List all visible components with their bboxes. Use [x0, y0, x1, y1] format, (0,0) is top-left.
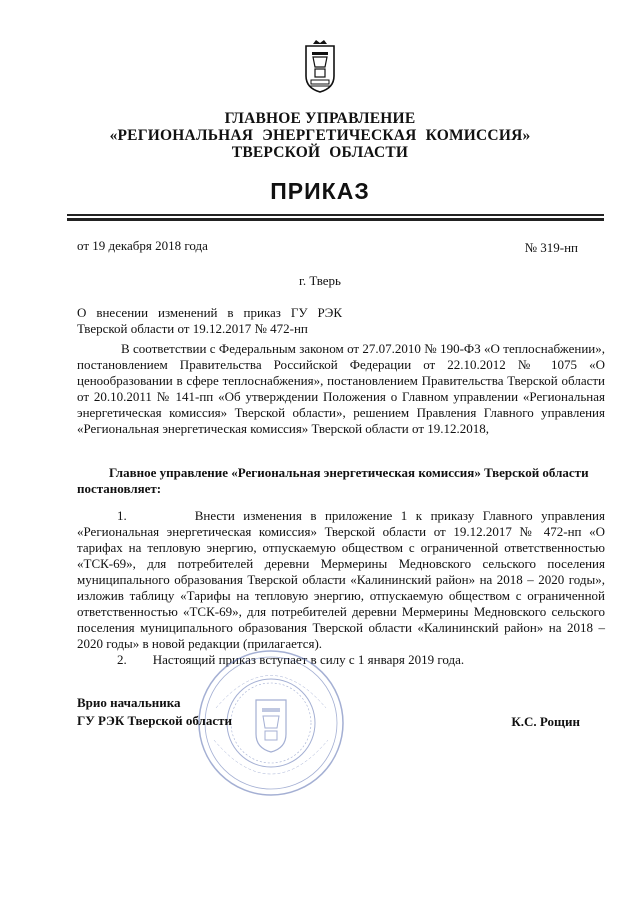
signatory-position [77, 694, 232, 730]
decree-authority: Главное управление «Региональная энергетическая комиссия» Тверской области [109, 465, 589, 480]
order-city: г. Тверь [299, 273, 341, 288]
order-items [77, 508, 605, 668]
coat-of-arms-icon [303, 40, 337, 94]
order-item-text: Настоящий приказ вступает в силу с 1 января 2019 года. [152, 652, 465, 667]
order-item-1 [77, 508, 605, 652]
order-date: от 19 декабря 2018 года [77, 238, 208, 253]
order-item-number: 1. [117, 508, 127, 523]
order-number: № 319-нп [524, 240, 578, 255]
signatory-name: К.С. Рощин [511, 714, 580, 729]
decree-block [77, 465, 605, 497]
signatory-position-line1: Врио начальника [77, 695, 181, 710]
preamble-text: В соответствии с Федеральным законом от 27.07.2010 № 190-ФЗ «О теплоснабжении», постановлением Правительства Российской Федерации от 22.10.2012 № 1075 «О ценообразовании в сфере теплоснабжения», постановлением Правительства Тверской области от 20.10.2011 № 141-пп «Об утверждении Положения о Главном управлении «Региональная энергетическая комиссия» Тверской области», решением Правления Главного управления «Региональная энергетическая комиссия» Тверской области от 19.12.2018, [77, 341, 605, 436]
order-item-text: Внести изменения в приложение 1 к приказу Главного управления «Региональная энергетическая комиссия» Тверской области от 19.12.2017 № 472-нп «О тарифах на тепловую энергию, отпускаемую обществом с ограниченной ответственностью «ТСК-69», для потребителей деревни Мермерины Медновского сельского поселения муниципального образования Тверской области «Калининский район» на 2018 – 2020 годы», изложив таблицу «Тарифы на тепловую энергию, отпускаемую обществом с ограниченной ответственностью «ТСК-69», для потребителей деревни Мермерины Медновского сельского поселения муниципального образования Тверской области «Калининский район» на 2018 – 2020 годы» в новой редакции (прилагается). [77, 508, 605, 651]
document-type-title: ПРИКАЗ [270, 178, 370, 204]
signatory-position-line2: ГУ РЭК Тверской области [77, 713, 232, 728]
header-divider-thin [67, 214, 604, 216]
preamble [77, 341, 605, 437]
org-name-line3: ТВЕРСКОЙ ОБЛАСТИ [231, 144, 409, 161]
order-item-number: 2. [117, 652, 127, 667]
org-name-line1: ГЛАВНОЕ УПРАВЛЕНИЕ [224, 110, 416, 127]
order-subject: О внесении изменений в приказ ГУ РЭК Тверской области от 19.12.2017 № 472-нп [77, 305, 342, 336]
header-divider-thick [67, 218, 604, 221]
decree-verb: постановляет: [77, 481, 162, 496]
org-name-line2: «РЕГИОНАЛЬНАЯ ЭНЕРГЕТИЧЕСКАЯ КОМИССИЯ» [109, 127, 531, 144]
